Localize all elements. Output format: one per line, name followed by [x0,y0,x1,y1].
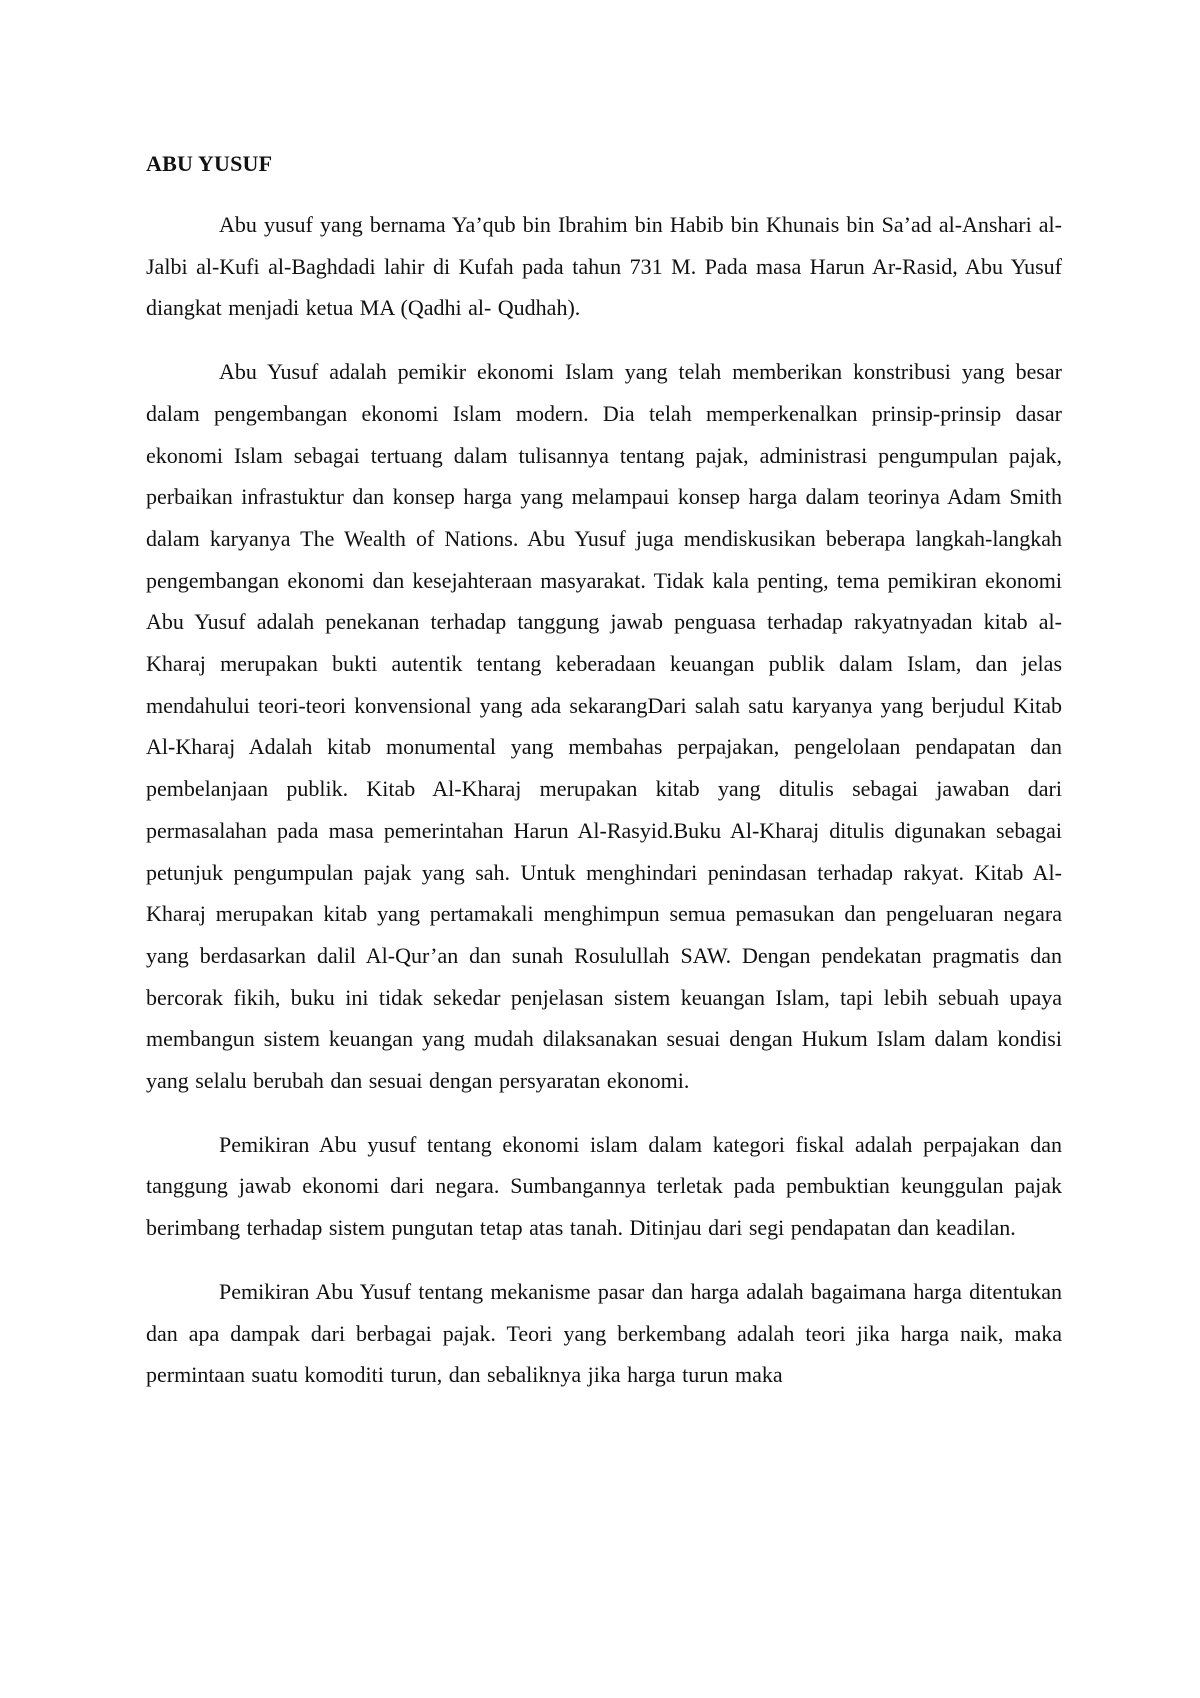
paragraph-contribution: Abu Yusuf adalah pemikir ekonomi Islam yang telah memberikan konstribusi yang besar dalam pengembangan ekonomi Islam modern. Dia telah memperkenalkan prinsip-prinsip dasar ekonomi Islam sebagai tertuang dalam tulisannya tentang pajak, administrasi pengumpulan pajak, perbaikan infrastuktur dan konsep harga yang melampaui konsep harga dalam teorinya Adam Smith dalam karyanya The Wealth of Nations. Abu Yusuf juga mendiskusikan beberapa langkah-langkah pengembangan ekonomi dan kesejahteraan masyarakat. Tidak kala penting, tema pemikiran ekonomi Abu Yusuf adalah penekanan terhadap tanggung jawab penguasa terhadap rakyatnyadan kitab al-Kharaj merupakan bukti autentik tentang keberadaan keuangan publik dalam Islam, dan jelas mendahului teori-teori konvensional yang ada sekarangDari salah satu karyanya yang berjudul Kitab Al-Kharaj Adalah kitab monumental yang membahas perpajakan, pengelolaan pendapatan dan pembelanjaan publik. Kitab Al-Kharaj merupakan kitab yang ditulis sebagai jawaban dari permasalahan pada masa pemerintahan Harun Al-Rasyid.Buku Al-Kharaj ditulis digunakan sebagai petunjuk pengumpulan pajak yang sah. Untuk menghindari penindasan terhadap rakyat. Kitab Al-Kharaj merupakan kitab yang pertamakali menghimpun semua pemasukan dan pengeluaran negara yang berdasarkan dalil Al-Qur’an dan sunah Rosulullah SAW. Dengan pendekatan pragmatis dan bercorak fikih, buku ini tidak sekedar penjelasan sistem keuangan Islam, tapi lebih sebuah upaya membangun sistem keuangan yang mudah dilaksanakan sesuai dengan Hukum Islam dalam kondisi yang selalu berubah dan sesuai dengan persyaratan ekonomi. [146,359,1062,1094]
document-title: ABU YUSUF [146,151,273,176]
paragraph-market-price: Pemikiran Abu Yusuf tentang mekanisme pasar dan harga adalah bagaimana harga ditentukan dan apa dampak dari berbagai pajak. Teori yang berkembang adalah teori jika harga naik, maka permintaan suatu komoditi turun, dan sebaliknya jika harga turun maka [146,1278,1062,1388]
document-body [146,150,1062,1418]
paragraph-fiscal-thought: Pemikiran Abu yusuf tentang ekonomi islam dalam kategori fiskal adalah perpajakan dan tanggung jawab ekonomi dari negara. Sumbangannya terletak pada pembuktian keunggulan pajak berimbang terhadap sistem pungutan tetap atas tanah. Ditinjau dari segi pendapatan dan keadilan. [146,1131,1062,1241]
paragraph-biography: Abu yusuf yang bernama Ya’qub bin Ibrahim bin Habib bin Khunais bin Sa’ad al-Anshari al-Jalbi al-Kufi al-Baghdadi lahir di Kufah pada tahun 731 M. Pada masa Harun Ar-Rasid, Abu Yusuf diangkat menjadi ketua MA (Qadhi al- Qudhah). [146,212,1062,321]
